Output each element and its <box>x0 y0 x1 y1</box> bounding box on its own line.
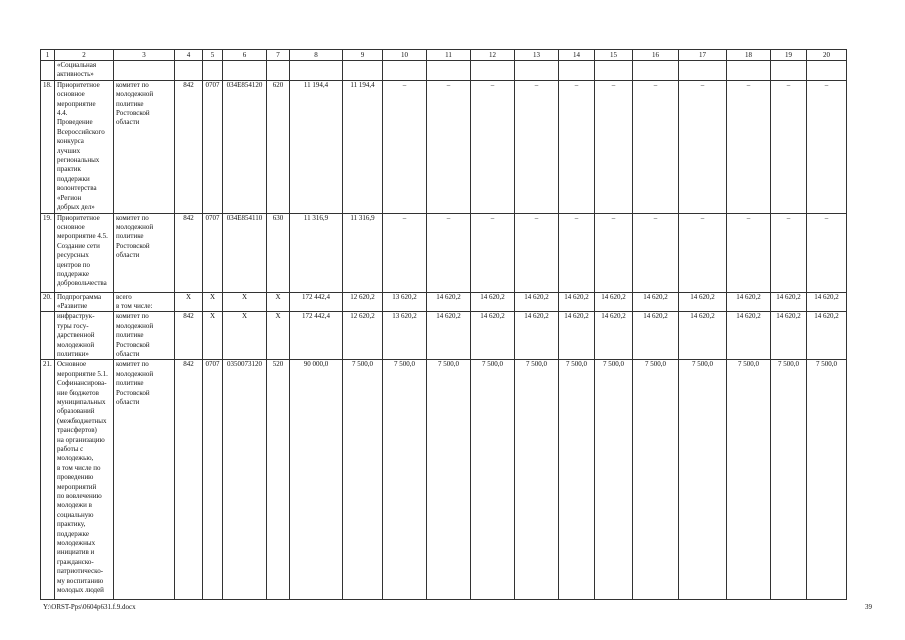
value-cell: 7 500,0 <box>427 360 471 600</box>
value-cell: 14 620,2 <box>471 312 515 360</box>
value-cell: 7 500,0 <box>383 360 427 600</box>
value-cell: 14 620,2 <box>807 312 847 360</box>
row-index-cell: 20. <box>41 292 55 312</box>
column-number-cell: 16 <box>633 50 679 61</box>
row-index-cell <box>41 312 55 360</box>
value-cell: 14 620,2 <box>771 312 807 360</box>
column-number-cell: 3 <box>114 50 175 61</box>
value-cell: – <box>595 213 633 292</box>
value-cell: 034Е854110 <box>223 213 267 292</box>
activity-name-cell: Приоритетное основное мероприятие 4.4. Проведение Всероссийского конкурса лучших региональных практик поддержки волонтерства «Регион добрых дел» <box>55 80 114 213</box>
value-cell: 7 500,0 <box>771 360 807 600</box>
value-cell: 7 500,0 <box>343 360 383 600</box>
row-index-cell: 18. <box>41 80 55 213</box>
value-cell: 11 316,9 <box>343 213 383 292</box>
value-cell: 172 442,4 <box>290 312 343 360</box>
row-index-cell <box>41 61 55 81</box>
executor-cell: комитет по молодежной политике Ростовской области <box>114 80 175 213</box>
value-cell <box>267 61 290 81</box>
executor-cell <box>114 61 175 81</box>
column-number-cell: 9 <box>343 50 383 61</box>
value-cell: – <box>679 80 727 213</box>
value-cell <box>727 61 771 81</box>
value-cell: 11 194,4 <box>290 80 343 213</box>
value-cell <box>633 61 679 81</box>
value-cell: 14 620,2 <box>515 292 559 312</box>
column-number-cell: 17 <box>679 50 727 61</box>
value-cell: 0707 <box>203 213 223 292</box>
value-cell: – <box>427 213 471 292</box>
value-cell: 7 500,0 <box>559 360 595 600</box>
value-cell: 90 000,0 <box>290 360 343 600</box>
value-cell: – <box>807 80 847 213</box>
value-cell <box>807 61 847 81</box>
value-cell: – <box>471 80 515 213</box>
value-cell: – <box>559 80 595 213</box>
value-cell: – <box>771 213 807 292</box>
column-number-cell: 18 <box>727 50 771 61</box>
value-cell: 14 620,2 <box>679 312 727 360</box>
value-cell: X <box>267 292 290 312</box>
value-cell <box>343 61 383 81</box>
value-cell: 14 620,2 <box>727 292 771 312</box>
value-cell: 172 442,4 <box>290 292 343 312</box>
value-cell: 14 620,2 <box>559 292 595 312</box>
executor-cell: всего в том числе: <box>114 292 175 312</box>
column-number-cell: 11 <box>427 50 471 61</box>
column-number-cell: 10 <box>383 50 427 61</box>
value-cell: 7 500,0 <box>807 360 847 600</box>
table-row <box>41 213 847 292</box>
activity-name-cell: Основное мероприятие 5.1. Софинансирова- ние бюджетов муниципальных образований (межбюджетных трансфертов) на организацию работы с молодежью, в том числе по проведению мероприятий по вовлечению молодежи в социальную практику, поддержке молодежных инициатив и гражданско- патриотическо- му воспитанию молодых людей <box>55 360 114 600</box>
value-cell: 11 316,9 <box>290 213 343 292</box>
column-number-cell: 1 <box>41 50 55 61</box>
executor-cell: комитет по молодежной политике Ростовской области <box>114 360 175 600</box>
value-cell: 0707 <box>203 360 223 600</box>
column-number-cell: 8 <box>290 50 343 61</box>
value-cell: 14 620,2 <box>515 312 559 360</box>
column-number-cell: 4 <box>175 50 203 61</box>
value-cell: 7 500,0 <box>679 360 727 600</box>
value-cell: 7 500,0 <box>515 360 559 600</box>
value-cell: 842 <box>175 360 203 600</box>
value-cell: – <box>679 213 727 292</box>
value-cell <box>515 61 559 81</box>
activity-name-cell: «Социальная активность» <box>55 61 114 81</box>
value-cell: 12 620,2 <box>343 292 383 312</box>
value-cell: 14 620,2 <box>427 292 471 312</box>
column-number-cell: 5 <box>203 50 223 61</box>
value-cell: X <box>267 312 290 360</box>
activity-name-cell: Приоритетное основное мероприятие 4.5. Создание сети ресурсных центров по поддержке добровольчества <box>55 213 114 292</box>
table-row <box>41 61 847 81</box>
value-cell <box>383 61 427 81</box>
value-cell: – <box>595 80 633 213</box>
column-number-cell: 12 <box>471 50 515 61</box>
value-cell: 14 620,2 <box>595 292 633 312</box>
row-index-cell: 21. <box>41 360 55 600</box>
table-row <box>41 360 847 600</box>
value-cell: 14 620,2 <box>595 312 633 360</box>
value-cell: 14 620,2 <box>771 292 807 312</box>
value-cell: 0350073120 <box>223 360 267 600</box>
value-cell: 0707 <box>203 80 223 213</box>
value-cell: – <box>727 80 771 213</box>
value-cell: 14 620,2 <box>807 292 847 312</box>
value-cell: 630 <box>267 213 290 292</box>
value-cell <box>559 61 595 81</box>
value-cell: – <box>383 80 427 213</box>
column-number-cell: 20 <box>807 50 847 61</box>
column-number-cell: 2 <box>55 50 114 61</box>
value-cell <box>471 61 515 81</box>
executor-cell: комитет по молодежной политике Ростовской области <box>114 213 175 292</box>
value-cell <box>223 61 267 81</box>
table-row <box>41 312 847 360</box>
value-cell <box>175 61 203 81</box>
value-cell: 11 194,4 <box>343 80 383 213</box>
value-cell: – <box>427 80 471 213</box>
value-cell: X <box>223 312 267 360</box>
value-cell: 842 <box>175 80 203 213</box>
value-cell: 13 620,2 <box>383 312 427 360</box>
value-cell: – <box>771 80 807 213</box>
value-cell: X <box>223 292 267 312</box>
footer-file-path: Y:\ORST-Pps\0604p631.f.9.docx <box>43 603 136 611</box>
value-cell: – <box>633 80 679 213</box>
value-cell <box>290 61 343 81</box>
value-cell: 034Е854120 <box>223 80 267 213</box>
value-cell: 14 620,2 <box>679 292 727 312</box>
table-row <box>41 292 847 312</box>
footer-page-number: 39 <box>865 603 872 611</box>
activity-name-cell: инфраструк- туры госу- дарственной молодежной политики» <box>55 312 114 360</box>
column-number-cell: 14 <box>559 50 595 61</box>
value-cell: – <box>515 213 559 292</box>
value-cell: – <box>559 213 595 292</box>
table-header-row <box>41 50 847 61</box>
value-cell: 620 <box>267 80 290 213</box>
table-row <box>41 80 847 213</box>
column-number-cell: 6 <box>223 50 267 61</box>
value-cell <box>427 61 471 81</box>
row-index-cell: 19. <box>41 213 55 292</box>
value-cell <box>203 61 223 81</box>
value-cell: – <box>727 213 771 292</box>
value-cell: 7 500,0 <box>595 360 633 600</box>
value-cell: 520 <box>267 360 290 600</box>
value-cell: 7 500,0 <box>727 360 771 600</box>
column-number-cell: 15 <box>595 50 633 61</box>
column-number-cell: 13 <box>515 50 559 61</box>
budget-table <box>40 49 847 600</box>
value-cell: 842 <box>175 312 203 360</box>
value-cell: – <box>471 213 515 292</box>
activity-name-cell: Подпрограмма «Развитие <box>55 292 114 312</box>
value-cell: 14 620,2 <box>559 312 595 360</box>
value-cell: X <box>203 292 223 312</box>
value-cell: 12 620,2 <box>343 312 383 360</box>
value-cell: – <box>383 213 427 292</box>
column-number-cell: 7 <box>267 50 290 61</box>
value-cell: 842 <box>175 213 203 292</box>
value-cell: 7 500,0 <box>471 360 515 600</box>
value-cell: 14 620,2 <box>427 312 471 360</box>
value-cell: 14 620,2 <box>633 312 679 360</box>
value-cell: 13 620,2 <box>383 292 427 312</box>
value-cell: 14 620,2 <box>633 292 679 312</box>
executor-cell: комитет по молодежной политике Ростовской области <box>114 312 175 360</box>
value-cell: 7 500,0 <box>633 360 679 600</box>
value-cell: – <box>633 213 679 292</box>
value-cell: – <box>807 213 847 292</box>
value-cell: X <box>175 292 203 312</box>
value-cell: 14 620,2 <box>471 292 515 312</box>
value-cell: 14 620,2 <box>727 312 771 360</box>
value-cell <box>679 61 727 81</box>
value-cell: X <box>203 312 223 360</box>
value-cell: – <box>515 80 559 213</box>
column-number-cell: 19 <box>771 50 807 61</box>
value-cell <box>595 61 633 81</box>
value-cell <box>771 61 807 81</box>
